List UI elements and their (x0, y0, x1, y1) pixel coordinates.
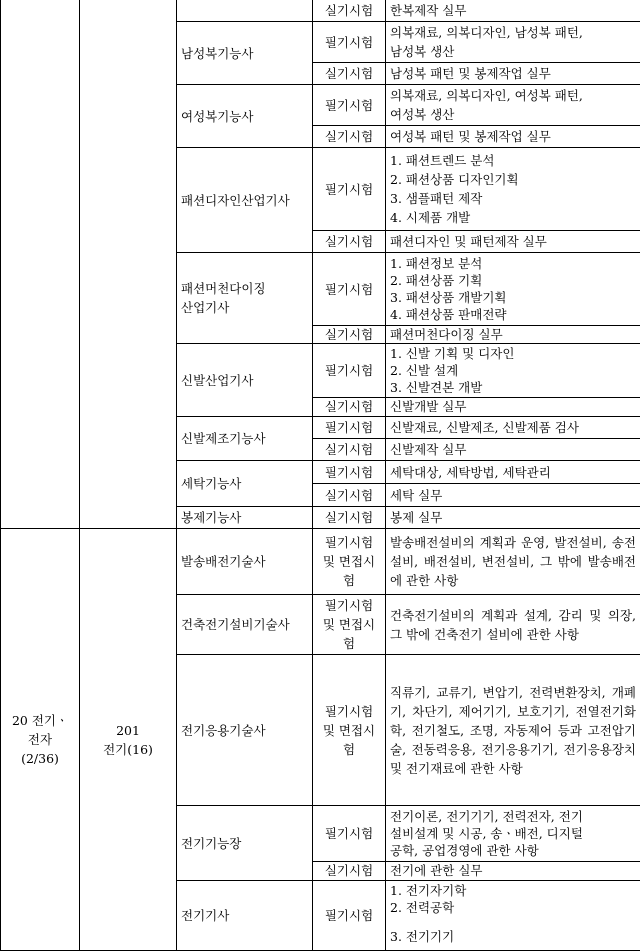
exam-method: 필기시험 (313, 461, 386, 484)
exam-subject: 발송배전설비의 계획과 운영, 발전설비, 송전설비, 배전설비, 변전설비, 그 밖에 발송배전에 관한 사항 (386, 529, 640, 595)
qualification-name: 발송배전기술사 (177, 529, 313, 595)
exam-subject: 1. 패션트렌드 분석 2. 패션상품 디자인기획 3. 샘플패턴 제작 4. 시제품 개발 (386, 148, 640, 231)
exam-subject: 봉제 실무 (386, 507, 640, 529)
subfield-cell-blank (80, 0, 177, 529)
exam-method: 필기시험 (313, 85, 386, 126)
exam-subject: 1. 신발 기획 및 디자인 2. 신발 설계 3. 신발견본 개발 (386, 344, 640, 398)
exam-subject: 건축전기설비의 계획과 설계, 감리 및 의장, 그 밖에 건축전기 설비에 관한 사항 (386, 595, 640, 655)
qualification-name-cell (177, 0, 313, 22)
qualification-name: 봉제기능사 (177, 507, 313, 529)
exam-method: 실기시험 (313, 507, 386, 529)
qualification-name: 전기기사 (177, 881, 313, 951)
subfield-category: 201 전기(16) (80, 529, 177, 951)
exam-subject: 1. 전기자기학 2. 전력공학 3. 전기기기 (386, 881, 640, 951)
qualification-name: 남성복기능사 (177, 22, 313, 85)
exam-subject: 의복재료, 의복디자인, 여성복 패턴, 여성복 생산 (386, 85, 640, 126)
exam-method: 실기시험 (313, 0, 386, 22)
field-category: 20 전기ㆍ 전자 (2/36) (1, 529, 80, 951)
exam-method: 필기시험 및 면접시험 (313, 595, 386, 655)
exam-method: 실기시험 (313, 63, 386, 85)
exam-subject: 남성복 패턴 및 봉제작업 실무 (386, 63, 640, 85)
exam-method: 실기시험 (313, 126, 386, 148)
exam-subject: 전기이론, 전기기기, 전력전자, 전기 설비설계 및 시공, 송ㆍ배전, 디지털 공학, 공업경영에 관한 사항 (386, 806, 640, 862)
exam-method: 필기시험 (313, 881, 386, 951)
exam-subject: 패션머천다이징 실무 (386, 326, 640, 344)
exam-subject: 여성복 패턴 및 봉제작업 실무 (386, 126, 640, 148)
qualification-name: 건축전기설비기술사 (177, 595, 313, 655)
exam-method: 필기시험 및 면접시험 (313, 655, 386, 806)
qualification-name: 전기기능장 (177, 806, 313, 881)
exam-subject: 신발재료, 신발제조, 신발제품 검사 (386, 417, 640, 439)
exam-subject: 의복재료, 의복디자인, 남성복 패턴, 남성복 생산 (386, 22, 640, 63)
exam-subject: 세탁대상, 세탁방법, 세탁관리 (386, 461, 640, 484)
exam-subject: 세탁 실무 (386, 484, 640, 507)
exam-method: 필기시험 (313, 806, 386, 862)
exam-method: 필기시험 (313, 344, 386, 398)
exam-method: 필기시험 (313, 22, 386, 63)
qualification-name: 전기응용기술사 (177, 655, 313, 806)
qualification-name: 여성복기능사 (177, 85, 313, 148)
exam-method: 실기시험 (313, 326, 386, 344)
exam-method: 실기시험 (313, 484, 386, 507)
exam-method: 필기시험 (313, 417, 386, 439)
exam-subject: 신발개발 실무 (386, 398, 640, 417)
qualification-name: 신발제조기능사 (177, 417, 313, 461)
exam-subject: 전기에 관한 실무 (386, 862, 640, 881)
exam-method: 실기시험 (313, 862, 386, 881)
qualification-name: 세탁기능사 (177, 461, 313, 507)
exam-subject: 직류기, 교류기, 변압기, 전력변환장치, 개폐기, 차단기, 제어기기, 보호기기, 전열전기화학, 전기철도, 조명, 자동제어 등과 고전압기술, 전동력응용, 전기응용기기, 전기응용장치 및 전기재료에 관한 사항 (386, 655, 640, 806)
exam-subject: 한복제작 실무 (386, 0, 640, 22)
exam-method: 필기시험 및 면접시험 (313, 529, 386, 595)
exam-method: 실기시험 (313, 439, 386, 461)
exam-method: 실기시험 (313, 398, 386, 417)
exam-subject: 패션디자인 및 패턴제작 실무 (386, 231, 640, 253)
exam-subject: 1. 패션정보 분석 2. 패션상품 기획 3. 패션상품 개발기획 4. 패션상품 판매전략 (386, 253, 640, 326)
exam-subject: 신발제작 실무 (386, 439, 640, 461)
qualification-name: 신발산업기사 (177, 344, 313, 417)
exam-method: 필기시험 (313, 148, 386, 231)
qualification-name: 패션머천다이징 산업기사 (177, 253, 313, 344)
exam-method: 실기시험 (313, 231, 386, 253)
field-cell-blank (1, 0, 80, 529)
qualification-name: 패션디자인산업기사 (177, 148, 313, 253)
exam-method: 필기시험 (313, 253, 386, 326)
